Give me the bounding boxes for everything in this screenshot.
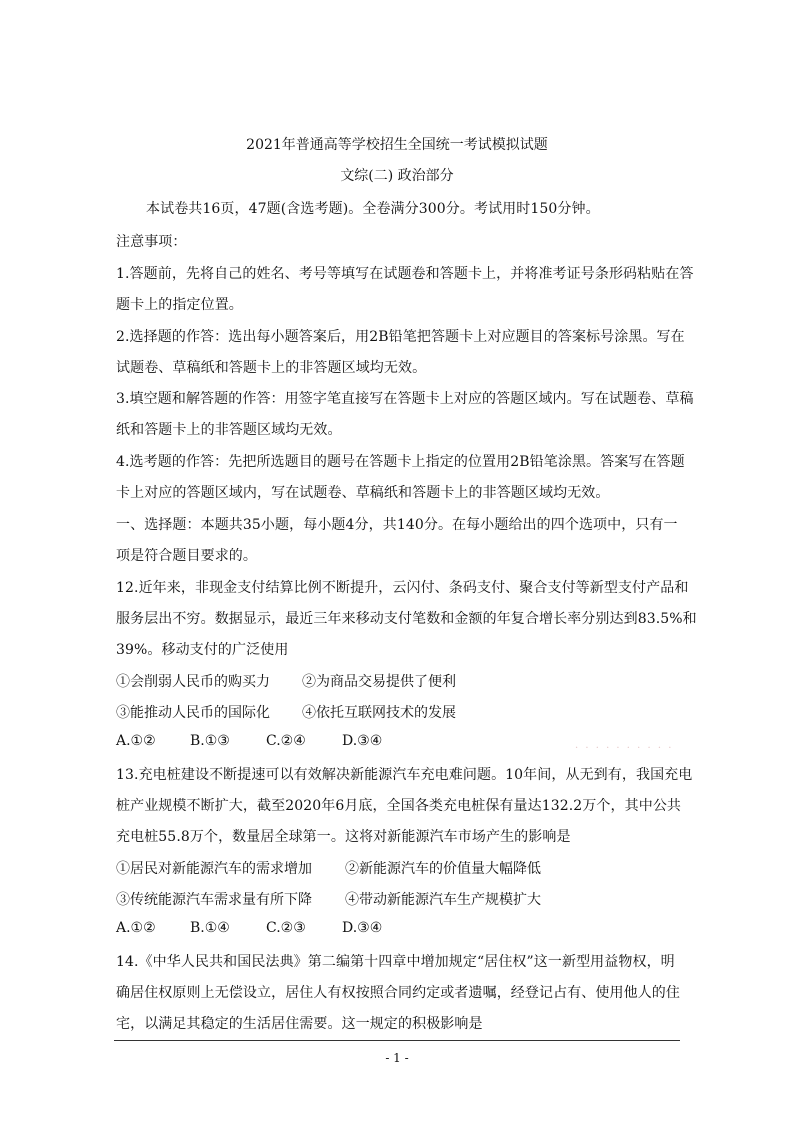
q12-stem-line-1: 12.近年来，非现金支付结算比例不断提升，云闪付、条码支付、聚合支付等新型支付产品和 bbox=[116, 580, 689, 596]
section-heading-line-1: 一、选择题：本题共35小题，每小题4分，共140分。在每小题给出的四个选项中，只有一 bbox=[116, 517, 678, 533]
q13-choice-a: A.①② bbox=[116, 920, 156, 936]
q13-stem-line-2: 桩产业规模不断扩大，截至2020年6月底，全国各类充电桩保有量达132.2万个，其中公共 bbox=[116, 798, 682, 814]
q12-stem-line-3: 39%。移动支付的广泛使用 bbox=[116, 642, 289, 658]
q13-statement-1: ①居民对新能源汽车的需求增加 bbox=[116, 861, 312, 877]
notice-item-4-line-2: 卡上对应的答题区域内，写在试题卷、草稿纸和答题卡上的非答题区域均无效。 bbox=[116, 485, 610, 501]
q13-stem-line-3: 充电桩55.8万个，数量居全球第一。这将对新能源汽车市场产生的影响是 bbox=[116, 829, 571, 845]
intro-text: 本试卷共16页，47题(含选考题)。全卷满分300分。考试用时150分钟。 bbox=[146, 201, 600, 217]
q14-stem-line-3: 宅，以满足其稳定的生活居住需要。这一规定的积极影响是 bbox=[116, 1016, 483, 1032]
notice-item-1-line-1: 1.答题前，先将自己的姓名、考号等填写在试题卷和答题卡上，并将准考证号条形码粘贴在答 bbox=[116, 266, 694, 282]
q12-statement-1: ①会削弱人民币的购买力 bbox=[116, 674, 270, 690]
notice-item-3-line-2: 纸和答题卡上的非答题区域均无效。 bbox=[116, 422, 342, 438]
q13-choice-c: C.②③ bbox=[266, 920, 306, 936]
notice-item-3-line-1: 3.填空题和解答题的作答：用签字笔直接写在答题卡上对应的答题区域内。写在试题卷、草稿 bbox=[116, 391, 694, 407]
q14-stem-line-2: 确居住权原则上无偿设立，居住人有权按照合同约定或者遗嘱，经登记占有、使用他人的住 bbox=[116, 985, 680, 1001]
page-number: - 1 - bbox=[385, 1051, 409, 1065]
q12-choice-d: D.③④ bbox=[342, 733, 383, 749]
notice-heading: 注意事项： bbox=[116, 234, 187, 250]
footer-divider bbox=[114, 1040, 680, 1041]
q12-statement-4: ④依托互联网技术的发展 bbox=[302, 705, 456, 721]
q13-stem-line-1: 13.充电桩建设不断提速可以有效解决新能源汽车充电难问题。10年间，从无到有，我国充电 bbox=[116, 767, 693, 783]
q12-choice-a: A.①② bbox=[116, 733, 156, 749]
faint-watermark-mark: · · · · · · · · · · bbox=[575, 743, 674, 754]
q13-statement-3: ③传统能源汽车需求量有所下降 bbox=[116, 892, 312, 908]
section-heading-line-2: 项是符合题目要求的。 bbox=[116, 548, 257, 564]
q13-statement-4: ④带动新能源汽车生产规模扩大 bbox=[345, 892, 541, 908]
exam-title: 2021年普通高等学校招生全国统一考试模拟试题 bbox=[246, 137, 548, 153]
q13-choice-d: D.③④ bbox=[342, 920, 383, 936]
q12-choice-b: B.①③ bbox=[190, 733, 230, 749]
notice-item-2-line-2: 试题卷、草稿纸和答题卡上的非答题区域均无效。 bbox=[116, 360, 427, 376]
notice-item-1-line-2: 题卡上的指定位置。 bbox=[116, 297, 243, 313]
q12-stem-line-2: 服务层出不穷。数据显示，最近三年来移动支付笔数和金额的年复合增长率分别达到83.5%和 bbox=[116, 611, 697, 627]
notice-item-2-line-1: 2.选择题的作答：选出每小题答案后，用2B铅笔把答题卡上对应题目的答案标号涂黑。写在 bbox=[116, 329, 685, 345]
exam-subtitle: 文综(二) 政治部分 bbox=[340, 168, 454, 184]
q14-stem-line-1: 14.《中华人民共和国民法典》第二编第十四章中增加规定“居住权”这一新型用益物权，明 bbox=[116, 954, 675, 970]
q12-choice-c: C.②④ bbox=[266, 733, 306, 749]
q12-statement-2: ②为商品交易提供了便利 bbox=[302, 674, 456, 690]
q12-statement-3: ③能推动人民币的国际化 bbox=[116, 705, 270, 721]
notice-item-4-line-1: 4.选考题的作答：先把所选题目的题号在答题卡上指定的位置用2B铅笔涂黑。答案写在答题 bbox=[116, 454, 685, 470]
q13-statement-2: ②新能源汽车的价值量大幅降低 bbox=[345, 861, 541, 877]
q13-choice-b: B.①④ bbox=[190, 920, 230, 936]
